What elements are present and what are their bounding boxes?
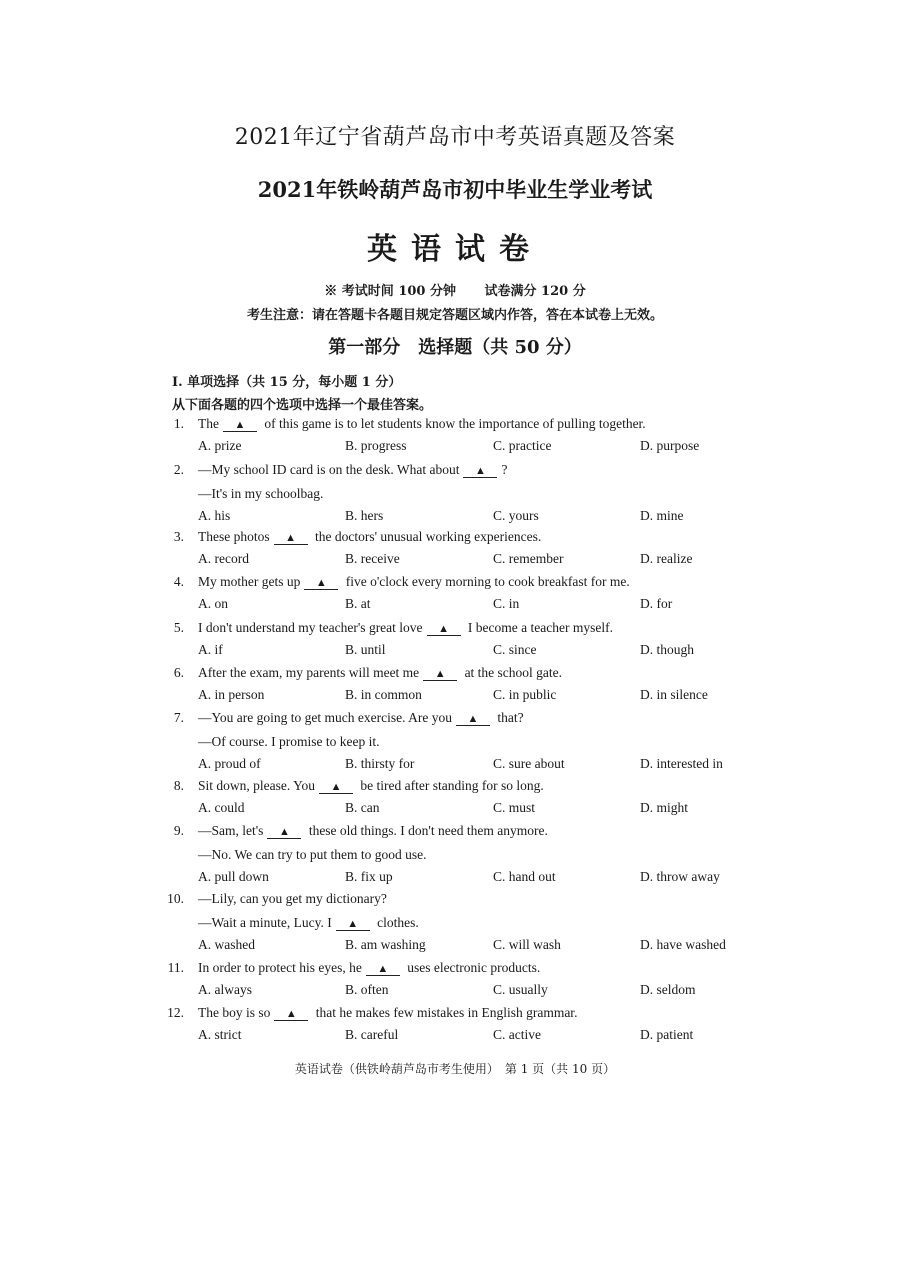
answer-option: A. his bbox=[198, 508, 231, 523]
question-stem-line bbox=[167, 1005, 578, 1021]
question-number: 12. bbox=[167, 1005, 184, 1020]
question-number: 7. bbox=[173, 710, 184, 725]
answer-option: D. in silence bbox=[640, 687, 708, 702]
answer-option: C. since bbox=[493, 642, 537, 657]
answer-option: B. thirsty for bbox=[345, 756, 415, 771]
answer-option: B. receive bbox=[345, 551, 400, 566]
answer-option: B. am washing bbox=[345, 937, 426, 952]
answer-option: B. careful bbox=[345, 1027, 399, 1042]
answer-option: D. patient bbox=[640, 1027, 694, 1042]
question-number: 6. bbox=[173, 665, 184, 680]
exam-notice: 考生注意：请在答题卡各题目规定答题区域内作答，答在本试卷上无效。 bbox=[246, 308, 663, 323]
question-number: 8. bbox=[173, 778, 184, 793]
answer-blank: ▲ bbox=[463, 465, 497, 478]
stem-text: uses electronic products. bbox=[403, 960, 541, 975]
stem-text: —No. We can try to put them to good use. bbox=[198, 847, 427, 862]
question-number: 10. bbox=[167, 891, 184, 906]
subject-title: 英语试卷 bbox=[367, 232, 543, 267]
answer-option: B. often bbox=[345, 982, 389, 997]
question-stem-line bbox=[167, 891, 387, 907]
answer-option: D. mine bbox=[640, 508, 684, 523]
answer-option: A. if bbox=[198, 642, 223, 657]
stem-text: clothes. bbox=[373, 915, 419, 930]
question-stem-line bbox=[173, 778, 544, 794]
answer-blank: ▲ bbox=[456, 713, 490, 726]
answer-blank: ▲ bbox=[223, 419, 257, 432]
stem-text: —You are going to get much exercise. Are you bbox=[198, 710, 452, 725]
question-number: 3. bbox=[173, 529, 184, 544]
answer-blank: ▲ bbox=[427, 623, 461, 636]
answer-option: C. active bbox=[493, 1027, 541, 1042]
question-stem-line bbox=[198, 915, 419, 931]
question-stem-line bbox=[173, 710, 524, 726]
exam-time: ※ 考试时间 100 分钟 bbox=[324, 284, 456, 299]
answer-option: A. prize bbox=[198, 438, 242, 453]
stem-text: —It's in my schoolbag. bbox=[198, 486, 324, 501]
answer-option: A. strict bbox=[198, 1027, 242, 1042]
stem-text: at the school gate. bbox=[461, 665, 563, 680]
stem-text: —Lily, can you get my dictionary? bbox=[198, 891, 387, 906]
answer-option: A. proud of bbox=[198, 756, 261, 771]
section-title: Ⅰ. 单项选择（共 15 分，每小题 1 分） bbox=[172, 375, 402, 390]
question-number: 4. bbox=[173, 574, 184, 589]
document-title: 2021年辽宁省葫芦岛市中考英语真题及答案 bbox=[234, 125, 676, 150]
answer-option: C. in bbox=[493, 596, 520, 611]
stem-text: these old things. I don't need them anymore. bbox=[305, 823, 548, 838]
question-stem-line bbox=[173, 416, 646, 432]
answer-option: A. record bbox=[198, 551, 249, 566]
answer-option: B. progress bbox=[345, 438, 407, 453]
question-number: 1. bbox=[173, 416, 184, 431]
answer-blank: ▲ bbox=[267, 826, 301, 839]
answer-option: B. fix up bbox=[345, 869, 393, 884]
answer-blank: ▲ bbox=[274, 1008, 308, 1021]
answer-blank: ▲ bbox=[336, 918, 370, 931]
stem-text: —My school ID card is on the desk. What about bbox=[198, 462, 460, 477]
answer-option: C. hand out bbox=[493, 869, 556, 884]
stem-text: The bbox=[198, 416, 219, 431]
answer-option: C. yours bbox=[493, 508, 539, 523]
stem-text: be tired after standing for so long. bbox=[357, 778, 544, 793]
stem-text: —Of course. I promise to keep it. bbox=[198, 734, 380, 749]
answer-option: C. will wash bbox=[493, 937, 561, 952]
answer-option: A. on bbox=[198, 596, 228, 611]
stem-text: Sit down, please. You bbox=[198, 778, 316, 793]
answer-option: D. interested in bbox=[640, 756, 723, 771]
question-stem-line bbox=[167, 960, 541, 976]
answer-option: C. practice bbox=[493, 438, 552, 453]
part-heading: 第一部分 选择题（共 50 分） bbox=[328, 337, 582, 358]
question-stem-line bbox=[173, 462, 508, 478]
question-stem-line bbox=[198, 734, 379, 750]
answer-option: A. washed bbox=[198, 937, 255, 952]
stem-text: In order to protect his eyes, he bbox=[198, 960, 362, 975]
stem-text: —Sam, let's bbox=[198, 823, 264, 838]
stem-text: My mother gets up bbox=[198, 574, 301, 589]
answer-option: B. can bbox=[345, 800, 380, 815]
stem-text: ? bbox=[501, 462, 508, 477]
answer-option: D. for bbox=[640, 596, 673, 611]
question-stem-line bbox=[173, 823, 548, 839]
answer-option: A. in person bbox=[198, 687, 265, 702]
answer-option: B. until bbox=[345, 642, 386, 657]
answer-option: C. in public bbox=[493, 687, 557, 702]
answer-option: A. always bbox=[198, 982, 252, 997]
answer-option: D. purpose bbox=[640, 438, 700, 453]
answer-blank: ▲ bbox=[366, 963, 400, 976]
answer-option: D. realize bbox=[640, 551, 693, 566]
answer-option: C. usually bbox=[493, 982, 548, 997]
question-number: 9. bbox=[173, 823, 184, 838]
answer-blank: ▲ bbox=[304, 577, 338, 590]
stem-text: that he makes few mistakes in English grammar. bbox=[312, 1005, 578, 1020]
answer-blank: ▲ bbox=[423, 668, 457, 681]
question-stem-line bbox=[173, 620, 613, 636]
question-number: 11. bbox=[167, 960, 184, 975]
answer-option: A. pull down bbox=[198, 869, 269, 884]
stem-text: that? bbox=[493, 710, 524, 725]
stem-text: the doctors' unusual working experiences. bbox=[311, 529, 542, 544]
page-footer: 英语试卷（供铁岭葫芦岛市考生使用） 第 1 页（共 10 页） bbox=[294, 1062, 616, 1076]
question-stem-line bbox=[173, 529, 542, 545]
answer-option: A. could bbox=[198, 800, 245, 815]
stem-text: These photos bbox=[198, 529, 270, 544]
question-number: 2. bbox=[173, 462, 184, 477]
answer-option: D. have washed bbox=[640, 937, 726, 952]
stem-text: I become a teacher myself. bbox=[464, 620, 613, 635]
stem-text: five o'clock every morning to cook breakfast for me. bbox=[342, 574, 630, 589]
answer-option: C. remember bbox=[493, 551, 564, 566]
answer-option: D. seldom bbox=[640, 982, 696, 997]
stem-text: I don't understand my teacher's great love bbox=[198, 620, 423, 635]
answer-option: B. at bbox=[345, 596, 371, 611]
answer-option: B. hers bbox=[345, 508, 384, 523]
answer-option: C. sure about bbox=[493, 756, 565, 771]
exam-meta bbox=[0, 280, 910, 299]
stem-text: After the exam, my parents will meet me bbox=[198, 665, 420, 680]
question-stem-line bbox=[173, 665, 563, 681]
answer-option: D. though bbox=[640, 642, 694, 657]
question-stem-line bbox=[198, 847, 427, 863]
question-stem-line bbox=[198, 486, 323, 502]
answer-option: B. in common bbox=[345, 687, 422, 702]
stem-text: of this game is to let students know the importance of pulling together. bbox=[261, 416, 646, 431]
answer-blank: ▲ bbox=[274, 532, 308, 545]
answer-option: C. must bbox=[493, 800, 536, 815]
stem-text: —Wait a minute, Lucy. I bbox=[198, 915, 332, 930]
section-instruction: 从下面各题的四个选项中选择一个最佳答案。 bbox=[172, 398, 433, 413]
exam-title: 2021年铁岭葫芦岛市初中毕业生学业考试 bbox=[257, 177, 653, 202]
answer-option: D. throw away bbox=[640, 869, 720, 884]
question-stem-line bbox=[173, 574, 630, 590]
answer-blank: ▲ bbox=[319, 781, 353, 794]
exam-score: 试卷满分 120 分 bbox=[484, 284, 586, 299]
stem-text: The boy is so bbox=[198, 1005, 271, 1020]
answer-option: D. might bbox=[640, 800, 689, 815]
question-number: 5. bbox=[173, 620, 184, 635]
